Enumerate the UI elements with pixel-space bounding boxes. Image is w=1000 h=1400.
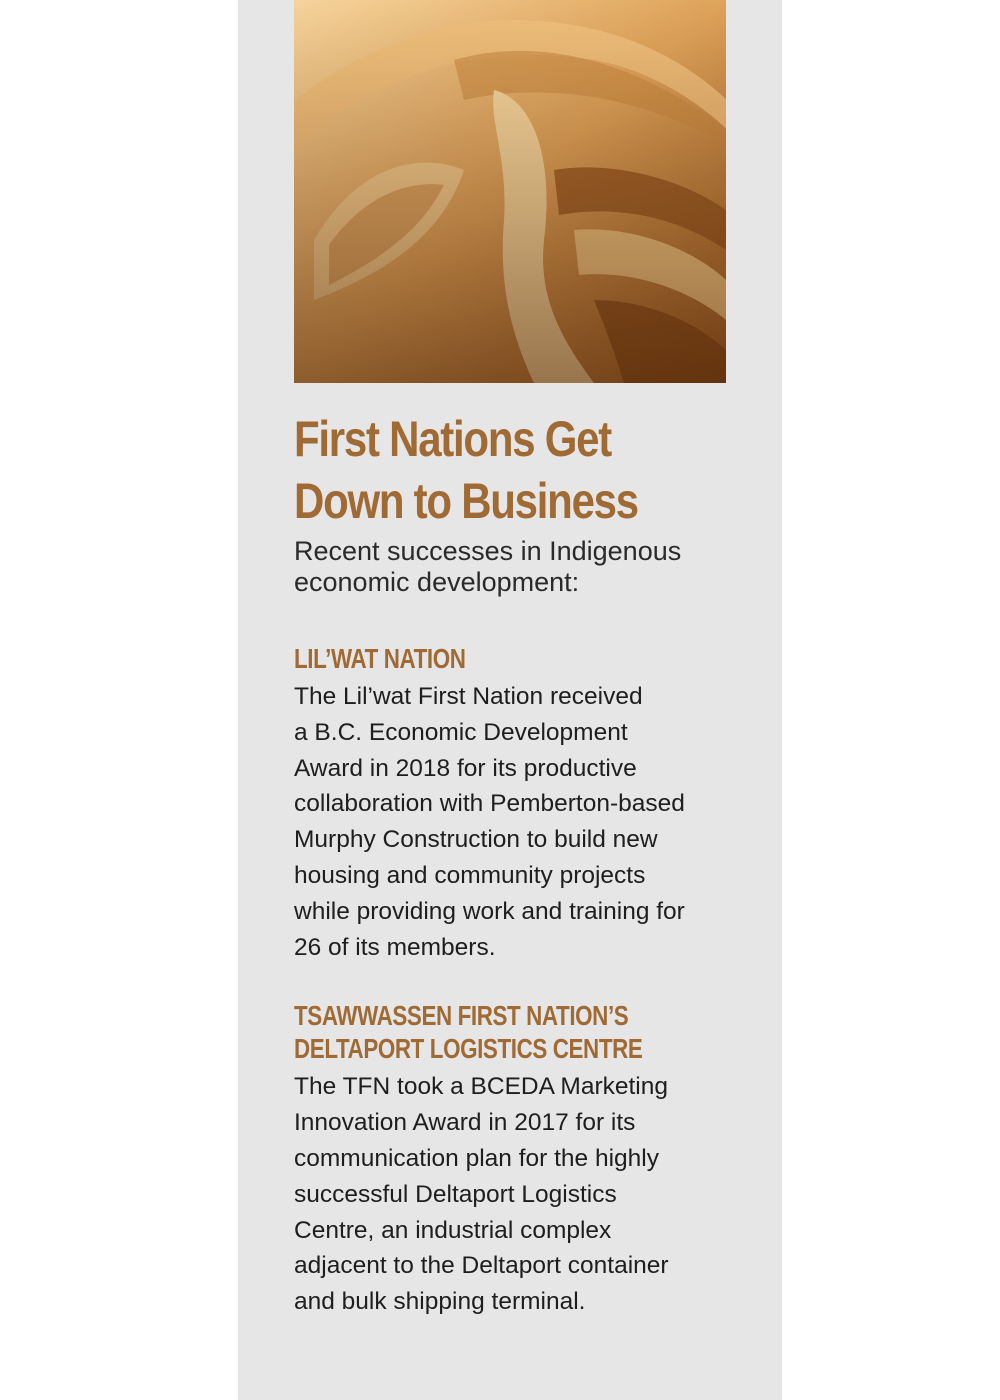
body-line: while providing work and training for xyxy=(294,897,685,925)
title-line: Down to Business xyxy=(294,473,638,529)
heading-line: LIL’WAT NATION xyxy=(294,643,466,674)
body-line: Centre, an industrial complex xyxy=(294,1216,612,1244)
heading-line: TSAWWASSEN FIRST NATION’S xyxy=(294,1000,629,1032)
article-subtitle xyxy=(294,536,744,598)
body-line: a B.C. Economic Development xyxy=(294,718,628,746)
body-line: communication plan for the highly xyxy=(294,1144,659,1172)
body-line: 26 of its members. xyxy=(294,933,496,961)
body-line: successful Deltaport Logistics xyxy=(294,1180,617,1208)
section-body xyxy=(294,1069,744,1320)
body-line: housing and community projects xyxy=(294,861,646,889)
subtitle-line: Recent successes in Indigenous xyxy=(294,536,682,566)
section-body xyxy=(294,679,744,965)
section-heading xyxy=(294,642,726,675)
title-line: First Nations Get xyxy=(294,411,611,467)
body-line: Innovation Award in 2017 for its xyxy=(294,1109,636,1137)
body-line: The Lil’wat First Nation received xyxy=(294,683,643,710)
body-line: Murphy Construction to build new xyxy=(294,826,658,854)
section-lilwat-nation xyxy=(294,642,744,965)
article xyxy=(294,408,744,1320)
section-tsawwassen-deltaport xyxy=(294,999,744,1320)
body-line: Award in 2018 for its productive xyxy=(294,754,637,782)
carved-mask-photo xyxy=(294,0,726,383)
subtitle-line: economic development: xyxy=(294,567,580,597)
section-heading xyxy=(294,999,726,1065)
body-line: adjacent to the Deltaport container xyxy=(294,1252,669,1280)
heading-line: DELTAPORT LOGISTICS CENTRE xyxy=(294,1033,643,1065)
body-line: collaboration with Pemberton-based xyxy=(294,790,685,818)
carved-wooden-mask-icon xyxy=(294,0,726,383)
body-line: and bulk shipping terminal. xyxy=(294,1288,586,1316)
article-title xyxy=(294,408,731,532)
body-line: The TFN took a BCEDA Marketing xyxy=(294,1073,668,1101)
